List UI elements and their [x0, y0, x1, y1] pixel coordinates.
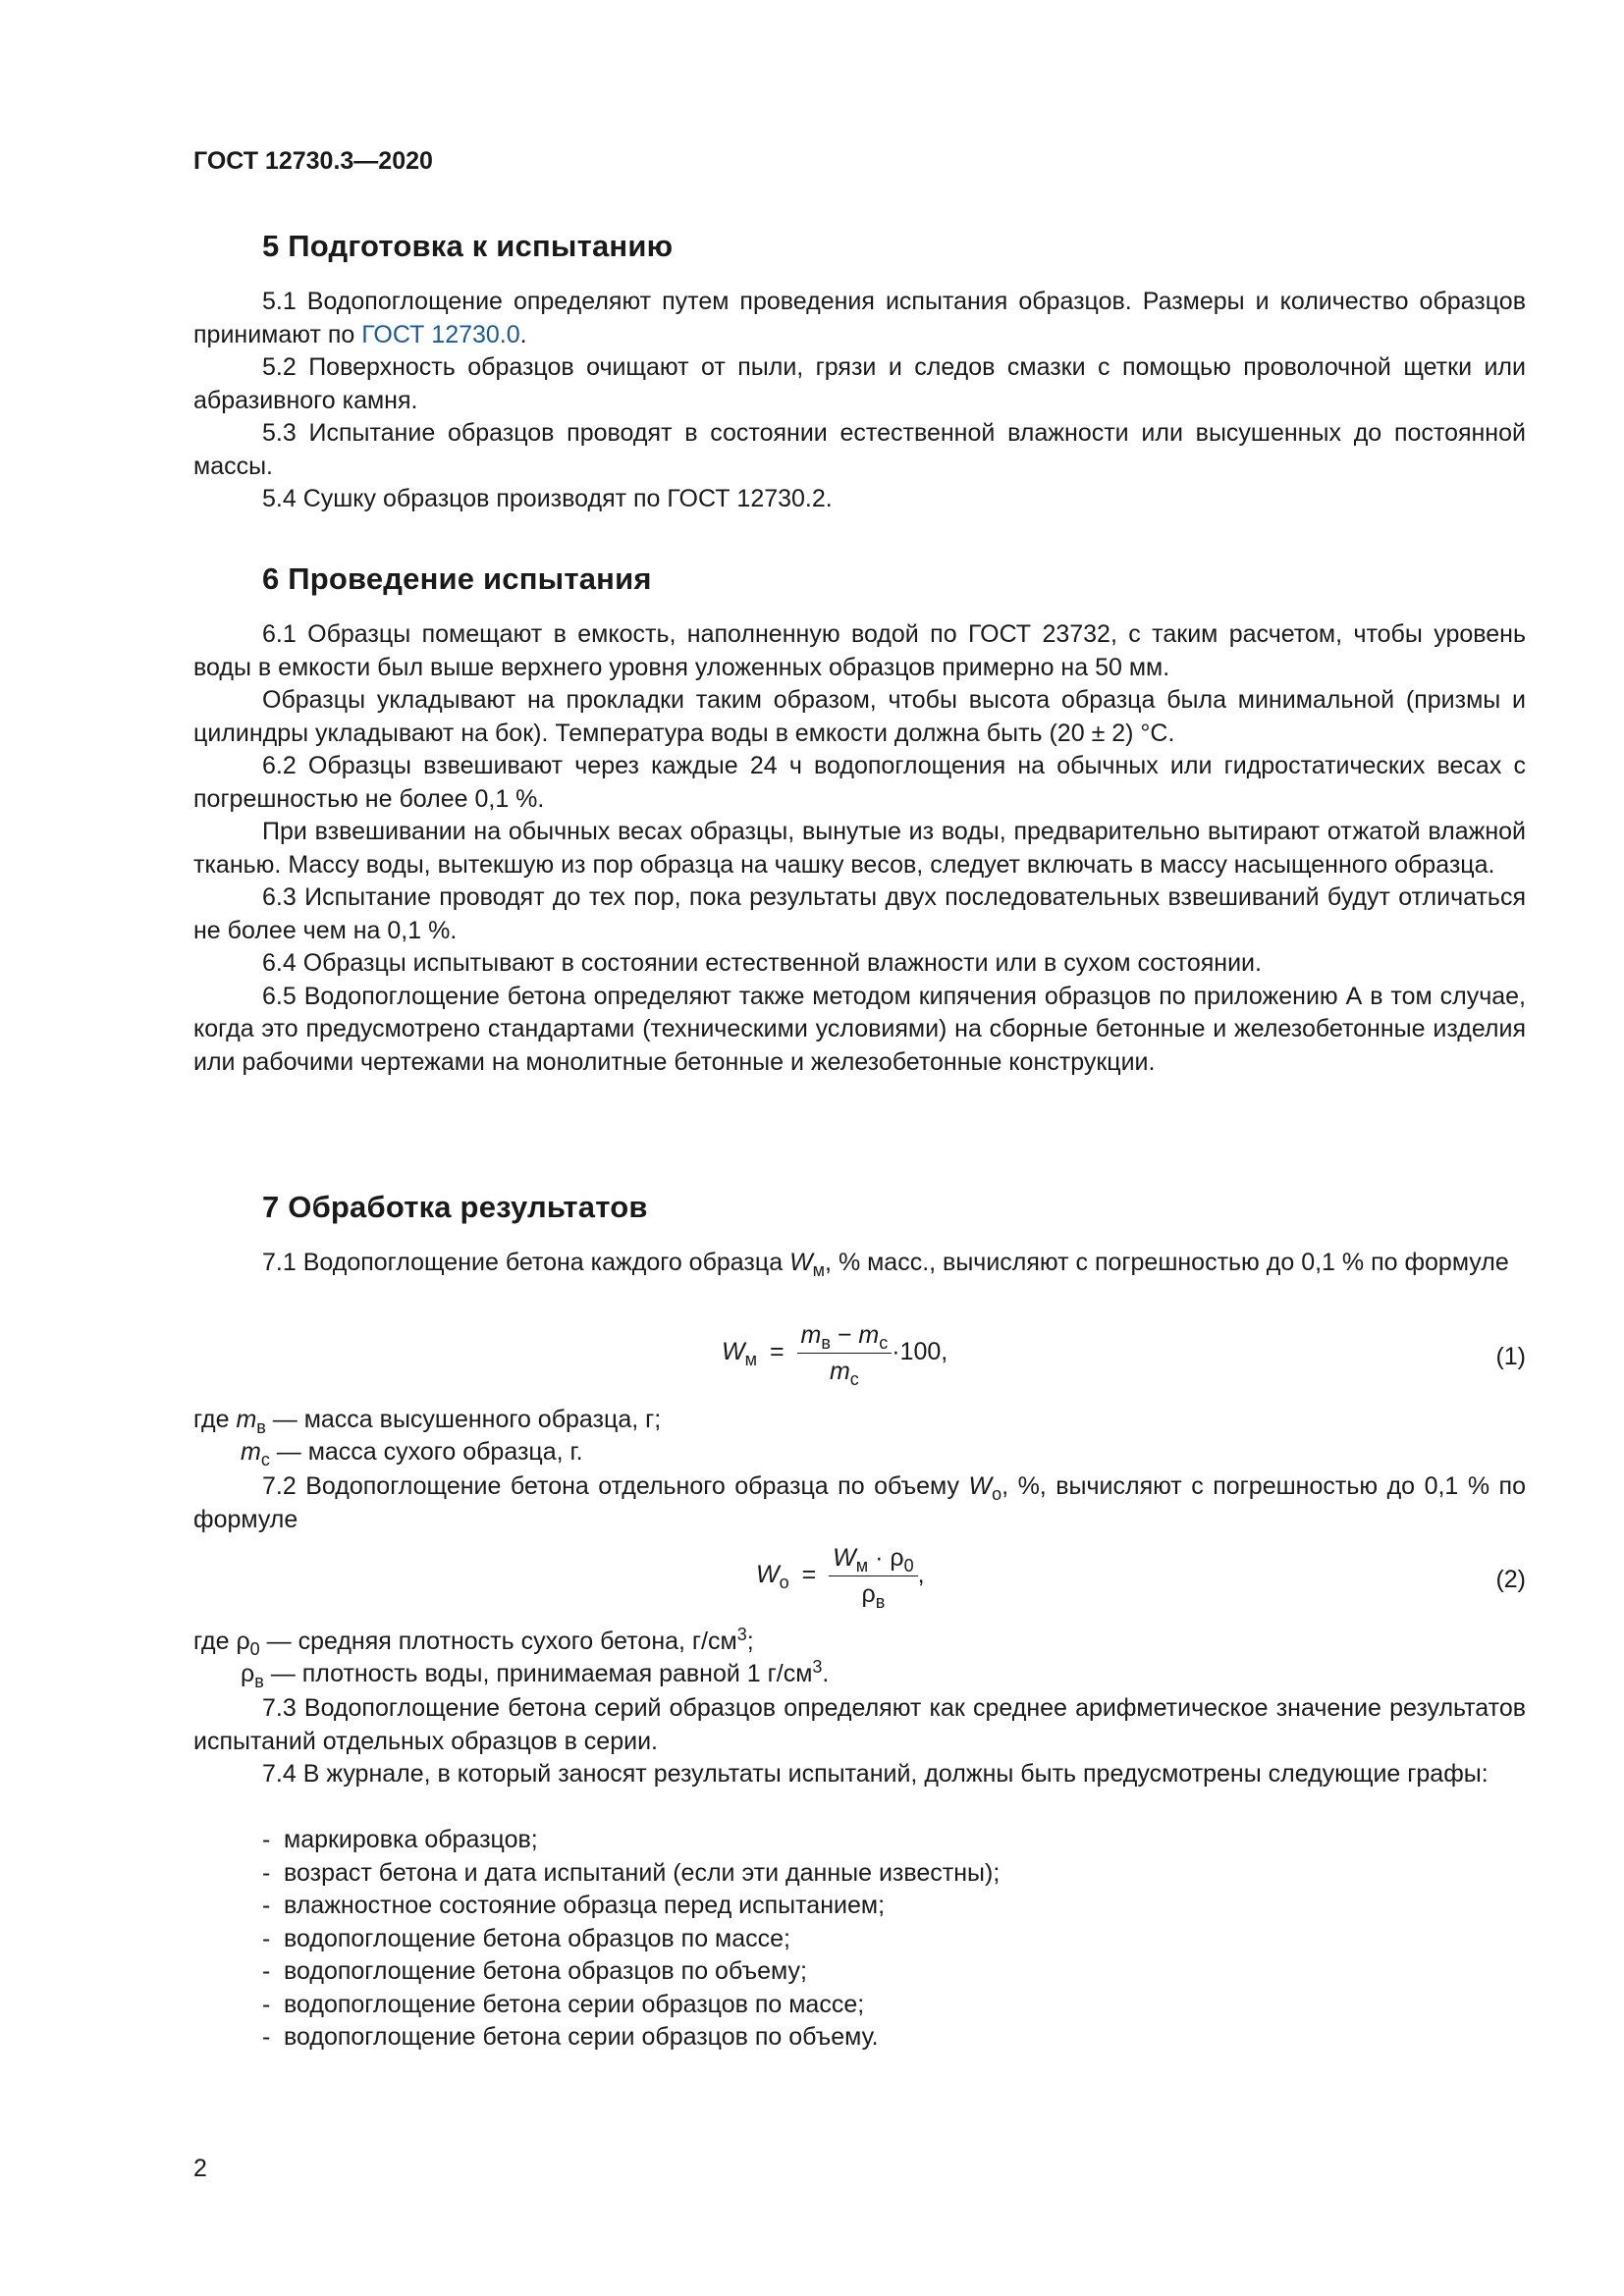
section-7-title: 7 Обработка результатов — [262, 1190, 648, 1224]
section-5-body — [193, 286, 1526, 516]
paragraph-6-1: 6.1 Образцы помещают в емкость, наполненную водой по ГОСТ 23732, с таким расчетом, чтобы уровень воды в емкости был выше верхнего уровня уложенных образцов примерно на 50 мм. — [193, 620, 1526, 681]
section-6-body — [193, 618, 1526, 1079]
formula-1: $W_м$ = $\frac{m_в - m_с}{m_с}$ ·100, — [722, 1321, 948, 1389]
page-number: 2 — [193, 2155, 207, 2182]
formula-1-number: (1) — [1495, 1343, 1526, 1370]
paragraph-7-3: 7.3 Водопоглощение бетона серий образцов определяют как среднее арифметическое значение результатов испытаний отдельных образцов в серии. — [193, 1694, 1526, 1755]
formula-1-fraction: $\frac{m_в - m_с}{m_с}$ — [797, 1320, 893, 1386]
section-6-title: 6 Проведение испытания — [262, 561, 652, 596]
where-rho0: где $\rho_0$ — средняя плотность сухого бетона, $г/см^3$; — [193, 1625, 754, 1659]
where-rhov: $\rho_в$ — плотность воды, принимаемая равной 1 $г/см^3$. — [241, 1657, 830, 1691]
paragraph-5-3: 5.3 Испытание образцов проводят в состоянии естественной влажности или высушенных до постоянной массы. — [193, 419, 1526, 480]
gost-12730-0-link[interactable]: ГОСТ 12730.0 — [361, 320, 520, 348]
formula-2: $W_о$ = $\frac{W_м \cdot \rho_0}{\rho_в}$ , — [756, 1544, 925, 1612]
list-item: - водопоглощение бетона серии образцов по массе; — [262, 1990, 865, 2018]
paragraph-5-4: 5.4 Сушку образцов производят по ГОСТ 12730.2. — [262, 485, 833, 512]
paragraph-6-4: 6.4 Образцы испытывают в состоянии естественной влажности или в сухом состоянии. — [262, 949, 1262, 977]
paragraph-6-3: 6.3 Испытание проводят до тех пор, пока результаты двух последовательных взвешиваний будут отличаться не более чем на 0,1 %. — [193, 883, 1526, 944]
list-item: - возраст бетона и дата испытаний (если эти данные известны); — [262, 1858, 1001, 1887]
list-item: - водопоглощение бетона серии образцов по объему. — [262, 2023, 879, 2051]
paragraph-6-1-cont: Образцы укладывают на прокладки таким образом, чтобы высота образца была минимальной (призмы и цилиндры укладывают на бок). Температура воды в емкости должна быть (20 ± 2) °С. — [193, 686, 1526, 747]
section-7-body-tail — [193, 1692, 1526, 1791]
list-item: - влажностное состояние образца перед испытанием; — [262, 1892, 886, 1919]
formula-2-number: (2) — [1495, 1566, 1526, 1593]
paragraph-7-1: 7.1 Водопоглощение бетона каждого образца $W_м$, % масс., вычисляют с погрешностью до 0,1 % по формуле — [262, 1249, 1509, 1280]
paragraph-7-2: 7.2 Водопоглощение бетона отдельного образца по объему $W_о$, %, вычисляют с погрешностью до 0,1 % по формуле — [193, 1472, 1527, 1533]
document-id-header: ГОСТ 12730.3—2020 — [193, 147, 433, 175]
where-mv: где $m_в$ — масса высушенного образца, г; — [193, 1406, 662, 1437]
paragraph-6-2-cont: При взвешивании на обычных весах образцы, вынутые из воды, предварительно вытирают отжатой влажной тканью. Массу воды, вытекшую из пор образца на чашку весов, следует включать в массу насыщенного образца. — [193, 818, 1526, 879]
section-5-title: 5 Подготовка к испытанию — [262, 229, 674, 263]
list-item: - водопоглощение бетона образцов по массе; — [262, 1924, 790, 1952]
formula-2-fraction: $\frac{W_м \cdot \rho_0}{\rho_в}$ — [829, 1543, 917, 1609]
list-item: - водопоглощение бетона образцов по объему; — [262, 1957, 807, 1985]
paragraph-6-5: 6.5 Водопоглощение бетона определяют также методом кипячения образцов по приложению А в том случае, когда это предусмотрено стандартами (техническими условиями) на сборные бетонные и железобетонные изделия или рабочими чертежами на монолитные бетонные и железобетонные конструкции. — [193, 982, 1526, 1076]
paragraph-7-4: 7.4 В журнале, в который заносят результаты испытаний, должны быть предусмотрены следующие графы: — [262, 1760, 1489, 1788]
paragraph-5-2: 5.2 Поверхность образцов очищают от пыли, грязи и следов смазки с помощью проволочной щетки или абразивного камня. — [193, 353, 1526, 414]
paragraph-6-2: 6.2 Образцы взвешивают через каждые 24 ч водопоглощения на обычных или гидростатических весах с погрешностью не более 0,1 %. — [193, 752, 1526, 813]
list-item: - маркировка образцов; — [262, 1826, 538, 1853]
journal-columns-list — [262, 1824, 1000, 2055]
paragraph-5-1: 5.1 Водопоглощение определяют путем проведения испытания образцов. Размеры и количество образцов принимают по ГОСТ 12730.0. — [193, 288, 1526, 348]
where-mc: $m_с$ — масса сухого образца, г. — [241, 1438, 583, 1469]
